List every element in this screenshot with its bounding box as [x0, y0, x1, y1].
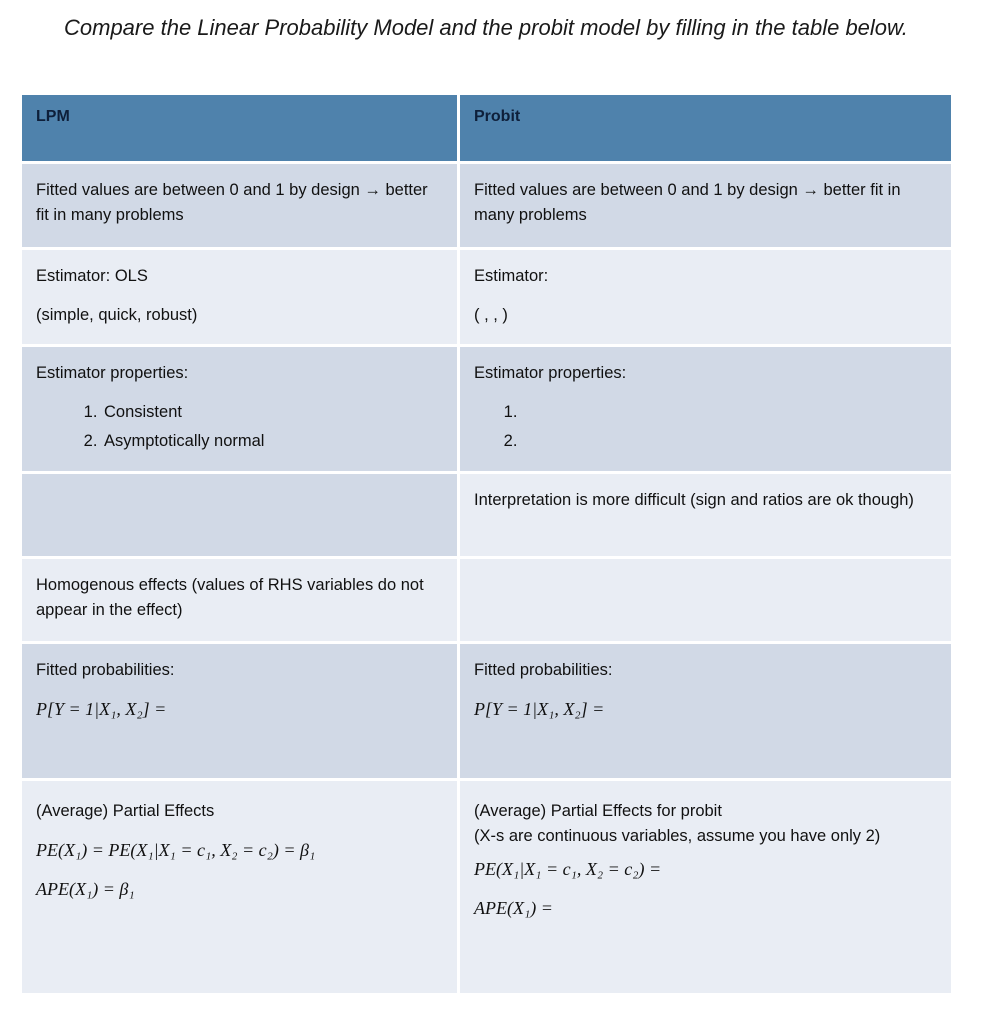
lpm-pe-formula: PE(X₁) = PE(X₁|X₁ = c₁, X₂ = c₂) = β₁ [36, 840, 316, 860]
cell-lpm-estimator [22, 250, 460, 344]
cell-probit-partial-effects [460, 781, 951, 993]
table-row [22, 347, 951, 474]
lpm-properties-list [36, 400, 443, 454]
cell-lpm-empty [22, 474, 460, 556]
table-row [22, 781, 951, 996]
probit-fitted-text: Fitted values are between 0 and 1 by design → better fit in many problems [474, 181, 901, 224]
lpm-fitted-prob-formula: P[Y = 1|X₁, X₂] = [36, 699, 167, 719]
cell-lpm-homogenous [22, 559, 460, 641]
probit-ape-formula: APE(X₁) = [474, 898, 553, 918]
lpm-fitted-prob-title: Fitted probabilities: [36, 661, 175, 679]
probit-estimator-blank: ( , , ) [474, 306, 508, 324]
probit-fitted-prob-formula: P[Y = 1|X₁, X₂] = [474, 699, 605, 719]
list-item [522, 400, 937, 425]
lpm-homogenous-text: Homogenous effects (values of RHS variables do not appear in the effect) [36, 576, 424, 619]
table-header-row [22, 95, 951, 164]
cell-probit-estimator [460, 250, 951, 344]
table-row [22, 644, 951, 781]
lpm-ape-formula: APE(X₁) = β₁ [36, 879, 135, 899]
cell-probit-interpretation [460, 474, 951, 556]
cell-probit-properties [460, 347, 951, 471]
probit-partial-effects-title [474, 799, 937, 849]
cell-lpm-fitted-prob [22, 644, 460, 778]
header-lpm: LPM [22, 95, 460, 161]
instruction-text: Compare the Linear Probability Model and the probit model by filling in the table below. [64, 15, 908, 40]
lpm-estimator-text: Estimator: OLS [36, 267, 148, 285]
probit-pe-title-line: (Average) Partial Effects for probit [474, 802, 722, 820]
cell-lpm-fitted-values [22, 164, 460, 247]
probit-fitted-prob-title: Fitted probabilities: [474, 661, 613, 679]
cell-lpm-partial-effects [22, 781, 460, 993]
list-item [522, 429, 937, 454]
table-row [22, 474, 951, 559]
cell-probit-fitted-values [460, 164, 951, 247]
probit-properties-list [474, 400, 937, 454]
table-row [22, 559, 951, 644]
comparison-table [22, 95, 951, 996]
lpm-estimator-note: (simple, quick, robust) [36, 306, 198, 324]
probit-interpretation-text: Interpretation is more difficult (sign and ratios are ok though) [474, 491, 914, 509]
lpm-properties-title: Estimator properties: [36, 364, 189, 382]
table-row [22, 164, 951, 250]
probit-pe-formula: PE(X₁|X₁ = c₁, X₂ = c₂) = [474, 859, 662, 879]
cell-lpm-properties [22, 347, 460, 471]
probit-properties-title: Estimator properties: [474, 364, 627, 382]
lpm-fitted-text: Fitted values are between 0 and 1 by design → better fit in many problems [36, 181, 428, 224]
header-probit: Probit [474, 108, 521, 125]
table-row [22, 250, 951, 347]
cell-probit-fitted-prob [460, 644, 951, 778]
cell-probit-empty [460, 559, 951, 641]
lpm-partial-effects-title: (Average) Partial Effects [36, 802, 215, 820]
list-item: 1. Consistent [102, 400, 443, 425]
probit-estimator-text: Estimator: [474, 267, 549, 285]
list-item: 2. Asymptotically normal [102, 429, 443, 454]
probit-pe-note: (X-s are continuous variables, assume you have only 2) [474, 827, 881, 845]
